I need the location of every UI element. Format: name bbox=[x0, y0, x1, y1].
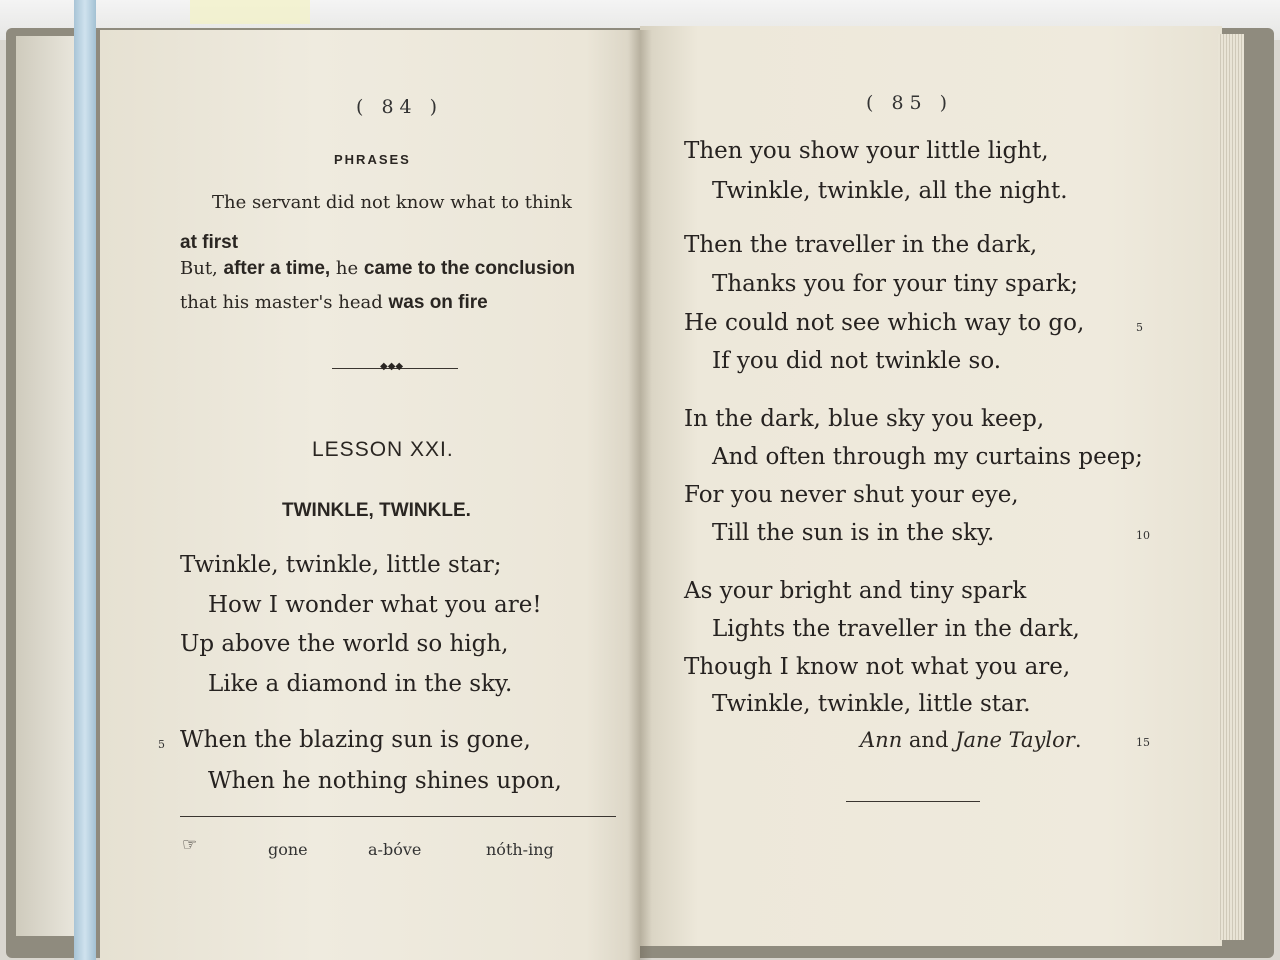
author-dot: . bbox=[1074, 728, 1082, 752]
book-gutter bbox=[628, 30, 652, 960]
verse-line: For you never shut your eye, bbox=[684, 482, 1019, 508]
phrase-line-3 bbox=[180, 258, 575, 280]
verse-line: Up above the world so high, bbox=[180, 631, 509, 657]
end-rule bbox=[846, 801, 980, 802]
verse-line: Twinkle, twinkle, little star. bbox=[712, 691, 1031, 717]
vocab-word: gone bbox=[268, 840, 308, 859]
verse-line: When the blazing sun is gone, bbox=[180, 727, 531, 753]
verse-line: Like a diamond in the sky. bbox=[208, 671, 513, 697]
verse-line: Then you show your little light, bbox=[684, 138, 1049, 164]
endpaper bbox=[16, 36, 76, 936]
paper-tab bbox=[190, 0, 310, 24]
page-number: ( 84 ) bbox=[356, 96, 444, 118]
phrase-was-on-fire: was on fire bbox=[388, 292, 488, 313]
phrase-text: that his master's head bbox=[180, 292, 383, 313]
verse-line: How I wonder what you are! bbox=[208, 592, 542, 618]
lesson-title: LESSON XXI. bbox=[312, 438, 454, 461]
footer-rule bbox=[180, 816, 616, 817]
right-page bbox=[640, 26, 1222, 946]
phrase-line-4 bbox=[180, 292, 488, 314]
vocab-word: nóth-ing bbox=[486, 840, 554, 859]
verse-line: As your bright and tiny spark bbox=[684, 578, 1027, 604]
verse-line: If you did not twinkle so. bbox=[712, 348, 1002, 374]
verse-line: Then the traveller in the dark, bbox=[684, 232, 1038, 258]
author-name: Jane Taylor bbox=[955, 728, 1075, 752]
poem-title: TWINKLE, TWINKLE. bbox=[282, 500, 471, 521]
author-credit bbox=[860, 728, 1082, 752]
verse-line: And often through my curtains peep; bbox=[712, 444, 1143, 470]
left-page bbox=[100, 30, 640, 960]
line-number: 15 bbox=[1136, 736, 1150, 749]
phrase-text: But, bbox=[180, 258, 218, 279]
author-and: and bbox=[908, 728, 949, 752]
verse-line: When he nothing shines upon, bbox=[208, 768, 562, 794]
author-name: Ann bbox=[860, 728, 903, 752]
phrases-heading: PHRASES bbox=[334, 152, 411, 167]
verse-line: In the dark, blue sky you keep, bbox=[684, 406, 1045, 432]
vocab-word: a-bóve bbox=[368, 840, 422, 859]
verse-line: Thanks you for your tiny spark; bbox=[712, 271, 1078, 297]
line-number: 5 bbox=[1136, 321, 1143, 334]
phrase-after-a-time: after a time, bbox=[223, 258, 331, 279]
verse-line: He could not see which way to go, bbox=[684, 310, 1085, 336]
verse-line: Twinkle, twinkle, little star; bbox=[180, 552, 502, 578]
phrase-came-to-conclusion: came to the conclusion bbox=[363, 258, 576, 279]
ornament-glyph: ◆◆◆ bbox=[380, 361, 404, 372]
line-number: 10 bbox=[1136, 529, 1150, 542]
verse-line: Though I know not what you are, bbox=[684, 654, 1071, 680]
pointing-hand-icon: ☞ bbox=[182, 835, 198, 855]
verse-line: Twinkle, twinkle, all the night. bbox=[712, 178, 1068, 204]
verse-line: Lights the traveller in the dark, bbox=[712, 616, 1080, 642]
bookmark-ribbon bbox=[74, 0, 96, 960]
page-number: ( 85 ) bbox=[866, 92, 954, 114]
phrase-line-1: The servant did not know what to think bbox=[212, 192, 572, 213]
line-number: 5 bbox=[158, 738, 165, 751]
page-edges bbox=[1218, 34, 1244, 940]
phrase-at-first: at first bbox=[180, 232, 239, 253]
verse-line: Till the sun is in the sky. bbox=[712, 520, 995, 546]
phrase-text: he bbox=[335, 258, 359, 279]
